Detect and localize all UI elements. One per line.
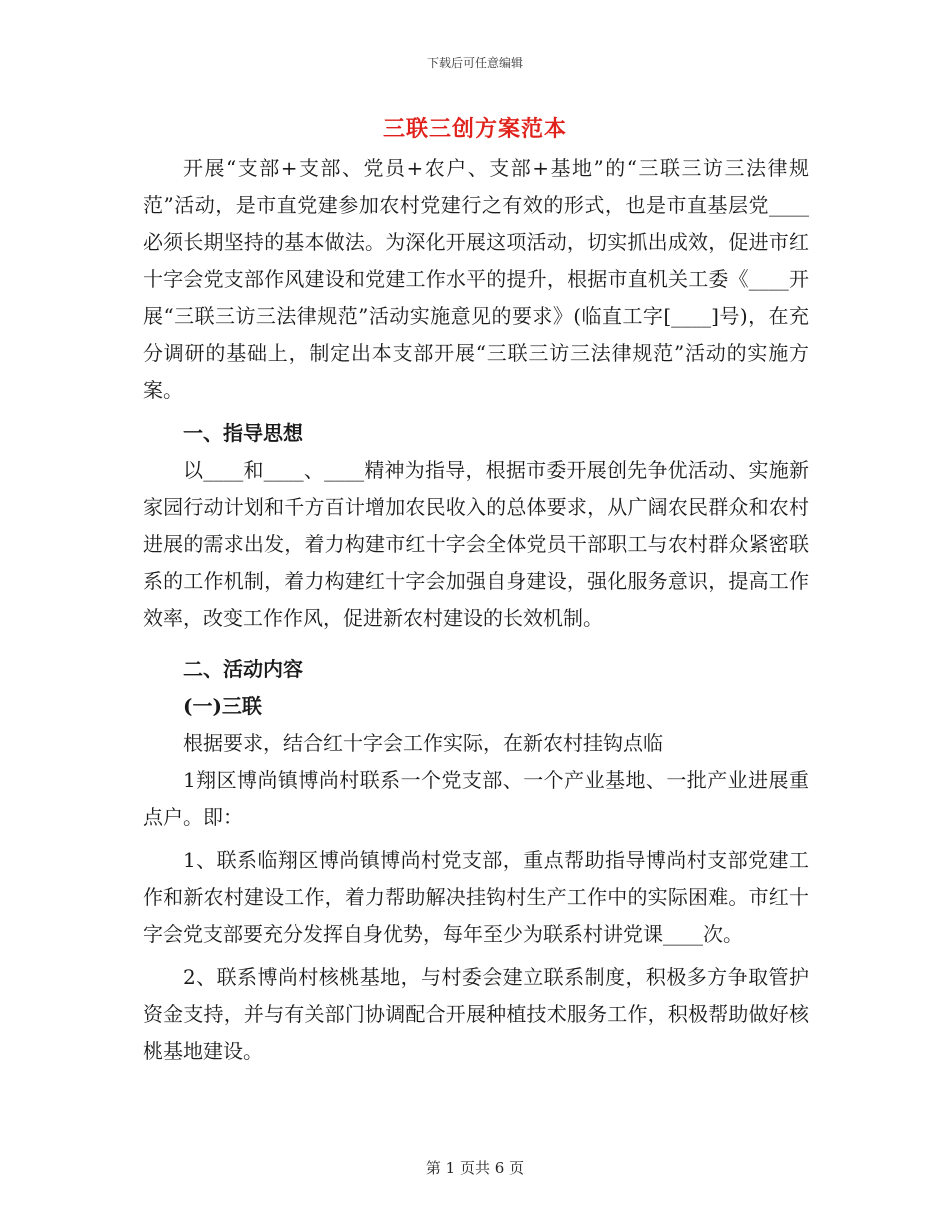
guiding-ideology-paragraph: 以____和____、____精神为指导，根据市委开展创先争优活动、实施新家园行动计划和千方百计增加农民收入的总体要求，从广阔农民群众和农村进展的需求出发，着力构建市红十字会全体党员干部职工与农村群众紧密联系的工作机制，着力构建红十字会加强自身建设，强化服务意识，提高工作效率，改变工作作风，促进新农村建设的长效机制。 <box>143 458 809 630</box>
list-item-1: 1、联系临翔区博尚镇博尚村党支部，重点帮助指导博尚村支部党建工作和新农村建设工作，着力帮助解决挂钩村生产工作中的实际困难。市红十字会党支部要充分发挥自身优势，每年至少为联系村讲党课____次。 <box>143 848 809 946</box>
page-indicator: 第 1 页共 6 页 <box>425 1159 525 1177</box>
subsection-heading-three-links: (一)三联 <box>183 694 262 718</box>
document-title: 三联三创方案范本 <box>382 116 567 142</box>
header-note: 下载后可任意编辑 <box>426 56 523 70</box>
three-links-paragraph-b: 1翔区博尚镇博尚村联系一个党支部、一个产业基地、一批产业进展重点户。即： <box>143 768 809 829</box>
intro-paragraph: 开展“支部+支部、党员+农户、支部+基地”的“三联三访三法律规范”活动，是市直党建参加农村党建行之有效的形式，也是市直基层党____必须长期坚持的基本做法。为深化开展这项活动，切实抓出成效，促进市红十字会党支部作风建设和党建工作水平的提升，根据市直机关工委《____开展“三联三访三法律规范”活动实施意见的要求》(临直工字[____]号)，在充分调研的基础上，制定出本支部开展“三联三访三法律规范”活动的实施方案。 <box>143 156 809 402</box>
section-heading-guiding-ideology: 一、指导思想 <box>183 421 303 445</box>
document-body <box>143 150 809 1070</box>
section-heading-activity-content: 二、活动内容 <box>183 657 303 681</box>
three-links-paragraph-a: 根据要求，结合红十字会工作实际，在新农村挂钩点临 <box>183 731 663 755</box>
list-item-2: 2、联系博尚村核桃基地，与村委会建立联系制度，积极多方争取管护资金支持，并与有关部门协调配合开展种植技术服务工作，积极帮助做好核桃基地建设。 <box>143 965 809 1063</box>
